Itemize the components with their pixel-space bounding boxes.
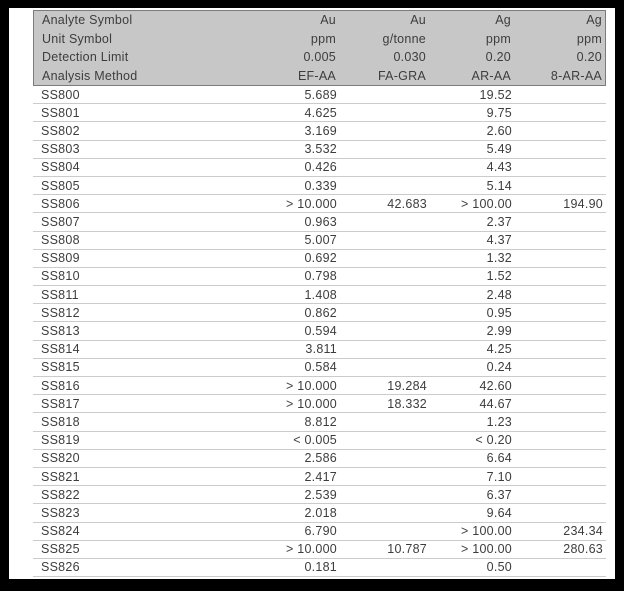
- sample-value-cell: 5.49: [486, 142, 512, 157]
- sample-value-cell: 5.14: [486, 178, 512, 193]
- header-row-label: Detection Limit: [42, 50, 129, 65]
- sample-value-cell: 4.25: [486, 342, 512, 357]
- sample-id: SS803: [41, 142, 80, 157]
- sample-value-cell: 2.37: [486, 214, 512, 229]
- table-row: [33, 523, 606, 541]
- assay-results-page: [9, 8, 615, 579]
- sample-value-cell: 4.625: [304, 105, 337, 120]
- header-row-analysis-method: [34, 67, 605, 86]
- header-value-cell: g/tonne: [382, 31, 426, 46]
- sample-value-cell: 2.018: [304, 505, 337, 520]
- header-value-cell: ppm: [310, 31, 336, 46]
- sample-value-cell: 194.90: [563, 196, 603, 211]
- table-row: [33, 177, 606, 195]
- header-row-label: Analyte Symbol: [42, 13, 133, 28]
- sample-id: SS805: [41, 178, 80, 193]
- table-header: [33, 10, 606, 86]
- sample-value-cell: 0.862: [304, 305, 337, 320]
- header-value-cell: EF-AA: [297, 68, 336, 83]
- sample-value-cell: 42.683: [387, 196, 427, 211]
- header-row-detection-limit: [34, 48, 605, 67]
- sample-value-cell: > 100.00: [460, 542, 512, 557]
- sample-value-cell: < 0.005: [293, 433, 337, 448]
- sample-id: SS820: [41, 451, 80, 466]
- sample-value-cell: > 100.00: [460, 524, 512, 539]
- sample-value-cell: 42.60: [479, 378, 512, 393]
- sample-value-cell: 18.332: [387, 396, 427, 411]
- sample-value-cell: < 0.20: [475, 433, 512, 448]
- sample-id: SS810: [41, 269, 80, 284]
- sample-value-cell: > 10.000: [285, 396, 337, 411]
- sample-value-cell: 2.60: [486, 123, 512, 138]
- sample-value-cell: 0.95: [486, 305, 512, 320]
- table-row: [33, 86, 606, 104]
- header-row-analyte-symbol: [34, 11, 605, 30]
- sample-value-cell: 6.790: [304, 524, 337, 539]
- table-row: [33, 395, 606, 413]
- sample-value-cell: 5.689: [304, 87, 337, 102]
- sample-value-cell: 1.408: [304, 287, 337, 302]
- sample-value-cell: 8.812: [304, 414, 337, 429]
- sample-value-cell: 234.34: [563, 524, 603, 539]
- sample-id: SS822: [41, 487, 80, 502]
- sample-value-cell: 1.32: [486, 251, 512, 266]
- sample-id: SS801: [41, 105, 80, 120]
- sample-value-cell: 0.963: [304, 214, 337, 229]
- sample-id: SS823: [41, 505, 80, 520]
- header-value-cell: 0.005: [303, 50, 336, 65]
- header-value-cell: ppm: [485, 31, 511, 46]
- header-value-cell: 0.030: [393, 50, 426, 65]
- table-row: [33, 432, 606, 450]
- table-row: [33, 341, 606, 359]
- sample-value-cell: 6.37: [486, 487, 512, 502]
- sample-id: SS815: [41, 360, 80, 375]
- table-row: [33, 213, 606, 231]
- header-value-cell: Au: [410, 13, 426, 28]
- sample-value-cell: 1.52: [486, 269, 512, 284]
- table-row: [33, 122, 606, 140]
- sample-value-cell: 3.169: [304, 123, 337, 138]
- sample-id: SS813: [41, 324, 80, 339]
- header-row-label: Unit Symbol: [42, 31, 113, 46]
- header-value-cell: Ag: [495, 13, 511, 28]
- table-row: [33, 232, 606, 250]
- table-row: [33, 268, 606, 286]
- sample-value-cell: 280.63: [563, 542, 603, 557]
- sample-id: SS818: [41, 414, 80, 429]
- sample-id: SS808: [41, 233, 80, 248]
- sample-value-cell: 0.594: [304, 324, 337, 339]
- sample-value-cell: 9.75: [486, 105, 512, 120]
- header-value-cell: Ag: [586, 13, 602, 28]
- sample-value-cell: 6.64: [486, 451, 512, 466]
- sample-value-cell: 10.787: [387, 542, 427, 557]
- header-row-unit-symbol: [34, 30, 605, 49]
- header-value-cell: AR-AA: [471, 68, 511, 83]
- table-row: [33, 413, 606, 431]
- sample-value-cell: 3.532: [304, 142, 337, 157]
- sample-id: SS804: [41, 160, 80, 175]
- table-row: [33, 159, 606, 177]
- sample-id: SS826: [41, 560, 80, 575]
- sample-value-cell: 0.798: [304, 269, 337, 284]
- header-value-cell: Au: [320, 13, 336, 28]
- table-row: [33, 195, 606, 213]
- header-value-cell: 0.20: [576, 50, 602, 65]
- sample-id: SS812: [41, 305, 80, 320]
- table-row: [33, 541, 606, 559]
- sample-value-cell: 5.007: [304, 233, 337, 248]
- sample-value-cell: 2.48: [486, 287, 512, 302]
- sample-value-cell: 0.426: [304, 160, 337, 175]
- table-row: [33, 141, 606, 159]
- sample-id: SS807: [41, 214, 80, 229]
- sample-value-cell: > 10.000: [285, 542, 337, 557]
- sample-value-cell: 2.586: [304, 451, 337, 466]
- sample-value-cell: 4.43: [486, 160, 512, 175]
- sample-id: SS802: [41, 123, 80, 138]
- table-row: [33, 359, 606, 377]
- sample-value-cell: 1.23: [486, 414, 512, 429]
- table-row: [33, 304, 606, 322]
- sample-value-cell: 0.692: [304, 251, 337, 266]
- sample-value-cell: 19.52: [479, 87, 512, 102]
- sample-value-cell: 0.584: [304, 360, 337, 375]
- sample-id: SS819: [41, 433, 80, 448]
- sample-value-cell: 9.64: [486, 505, 512, 520]
- sample-value-cell: > 100.00: [460, 196, 512, 211]
- sample-value-cell: 0.24: [486, 360, 512, 375]
- results-table: [33, 86, 606, 577]
- sample-value-cell: 7.10: [486, 469, 512, 484]
- sample-value-cell: 0.50: [486, 560, 512, 575]
- sample-id: SS825: [41, 542, 80, 557]
- sample-value-cell: 2.417: [304, 469, 337, 484]
- sample-value-cell: > 10.000: [285, 196, 337, 211]
- table-row: [33, 504, 606, 522]
- sample-value-cell: > 10.000: [285, 378, 337, 393]
- table-row: [33, 486, 606, 504]
- sample-value-cell: 0.181: [304, 560, 337, 575]
- table-row: [33, 377, 606, 395]
- header-value-cell: ppm: [576, 31, 602, 46]
- sample-value-cell: 2.99: [486, 324, 512, 339]
- table-row: [33, 559, 606, 577]
- header-row-label: Analysis Method: [42, 68, 138, 83]
- table-row: [33, 250, 606, 268]
- sample-id: SS816: [41, 378, 80, 393]
- sample-id: SS821: [41, 469, 80, 484]
- table-row: [33, 286, 606, 304]
- sample-id: SS817: [41, 396, 80, 411]
- sample-value-cell: 19.284: [387, 378, 427, 393]
- sample-value-cell: 4.37: [486, 233, 512, 248]
- sample-id: SS824: [41, 524, 80, 539]
- table-row: [33, 104, 606, 122]
- sample-id: SS809: [41, 251, 80, 266]
- sample-value-cell: 0.339: [304, 178, 337, 193]
- table-row: [33, 468, 606, 486]
- header-value-cell: 8-AR-AA: [550, 68, 602, 83]
- sample-id: SS814: [41, 342, 80, 357]
- table-row: [33, 322, 606, 340]
- sample-value-cell: 44.67: [479, 396, 512, 411]
- table-row: [33, 450, 606, 468]
- sample-id: SS811: [41, 287, 79, 302]
- header-value-cell: 0.20: [485, 50, 511, 65]
- sample-value-cell: 2.539: [304, 487, 337, 502]
- sample-id: SS806: [41, 196, 80, 211]
- sample-id: SS800: [41, 87, 80, 102]
- sample-value-cell: 3.811: [305, 342, 337, 357]
- header-value-cell: FA-GRA: [377, 68, 426, 83]
